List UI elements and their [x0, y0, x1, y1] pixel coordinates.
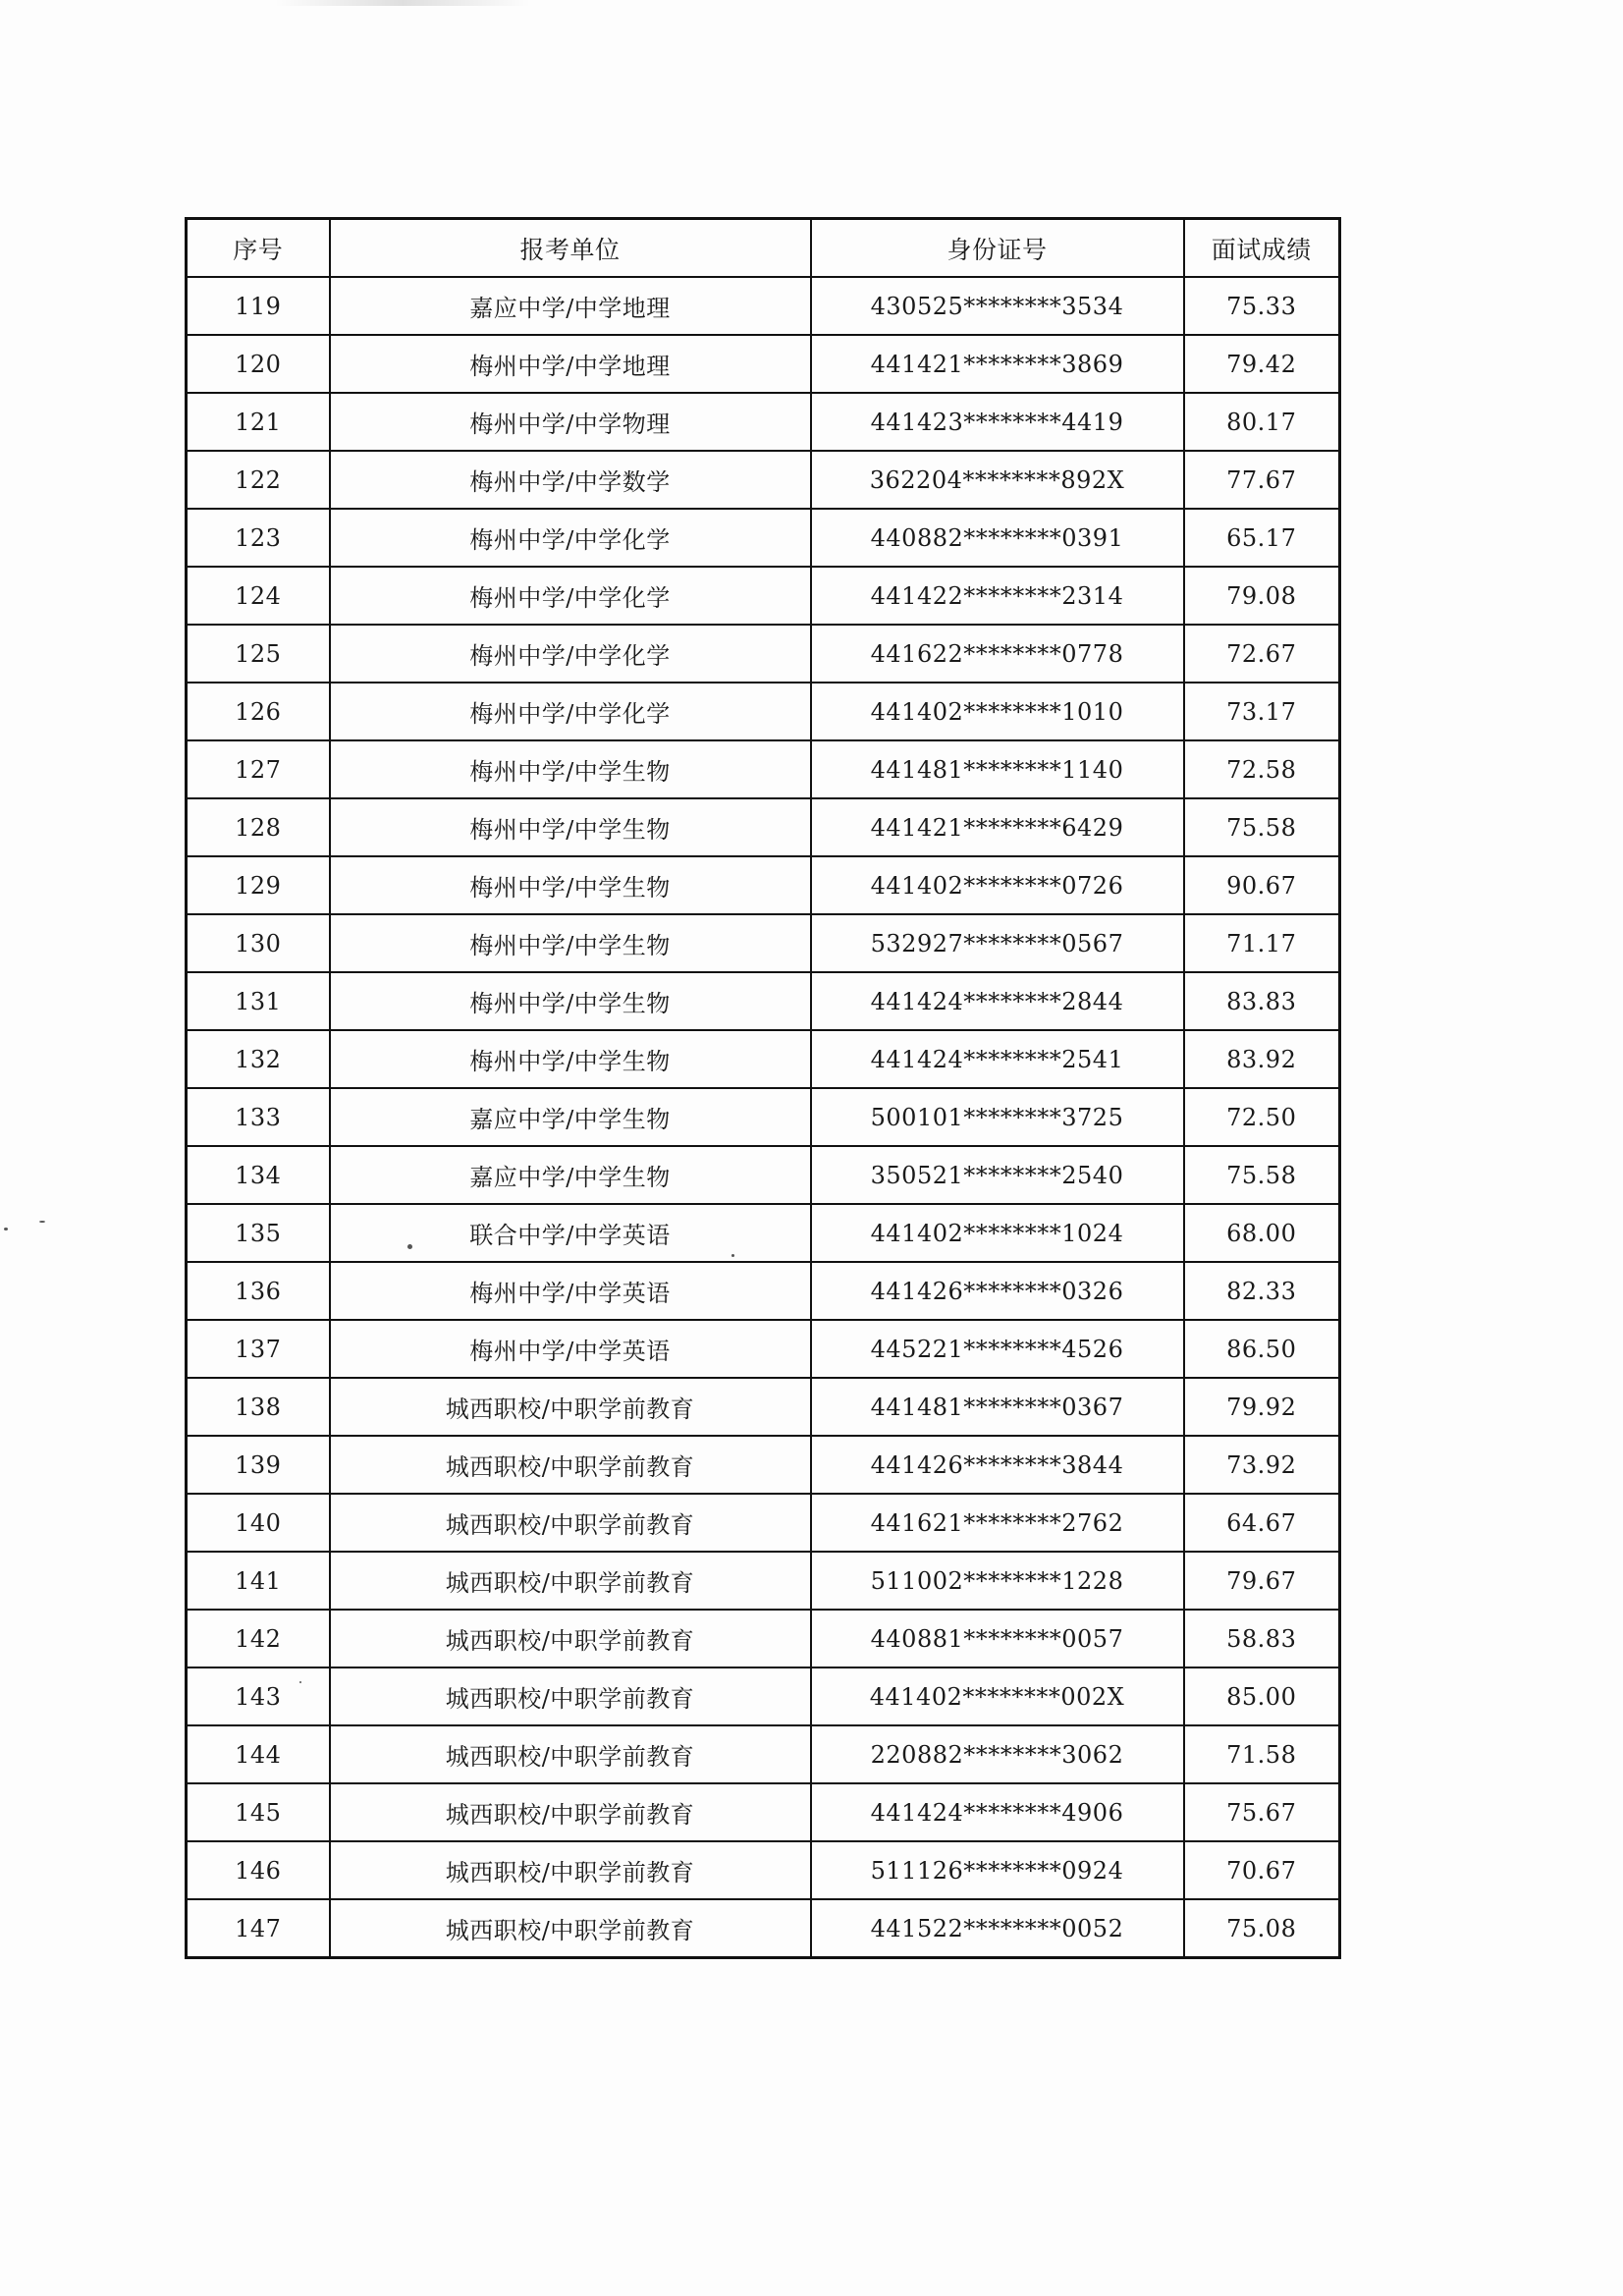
table-row [187, 1494, 1340, 1552]
cell-score: 83.83 [1184, 972, 1340, 1030]
table-body [187, 277, 1340, 1958]
cell-score: 68.00 [1184, 1204, 1340, 1262]
cell-seq: 147 [187, 1899, 330, 1958]
cell-score: 75.67 [1184, 1783, 1340, 1841]
cell-seq: 120 [187, 335, 330, 393]
header-unit: 报考单位 [330, 219, 811, 278]
cell-unit: 梅州中学/中学生物 [330, 740, 811, 798]
table-row [187, 277, 1340, 335]
cell-id-number: 441421********6429 [811, 798, 1184, 856]
cell-id-number: 441424********4906 [811, 1783, 1184, 1841]
cell-score: 85.00 [1184, 1667, 1340, 1725]
cell-id-number: 441481********0367 [811, 1378, 1184, 1436]
cell-id-number: 441402********1024 [811, 1204, 1184, 1262]
cell-id-number: 441622********0778 [811, 625, 1184, 683]
scan-speck [299, 1681, 301, 1683]
cell-unit: 梅州中学/中学英语 [330, 1262, 811, 1320]
cell-id-number: 441522********0052 [811, 1899, 1184, 1958]
scan-speck [731, 1254, 734, 1257]
cell-seq: 142 [187, 1610, 330, 1667]
header-score: 面试成绩 [1184, 219, 1340, 278]
cell-unit: 嘉应中学/中学生物 [330, 1088, 811, 1146]
table-row [187, 856, 1340, 914]
cell-unit: 梅州中学/中学生物 [330, 972, 811, 1030]
cell-seq: 132 [187, 1030, 330, 1088]
cell-score: 77.67 [1184, 451, 1340, 509]
cell-id-number: 445221********4526 [811, 1320, 1184, 1378]
table-row [187, 1841, 1340, 1899]
cell-id-number: 500101********3725 [811, 1088, 1184, 1146]
table-row [187, 1030, 1340, 1088]
table-row [187, 683, 1340, 740]
cell-id-number: 440882********0391 [811, 509, 1184, 567]
cell-unit: 梅州中学/中学生物 [330, 914, 811, 972]
table-row [187, 740, 1340, 798]
table-row [187, 1667, 1340, 1725]
header-seq: 序号 [187, 219, 330, 278]
cell-seq: 130 [187, 914, 330, 972]
cell-unit: 城西职校/中职学前教育 [330, 1725, 811, 1783]
table-row [187, 1610, 1340, 1667]
cell-seq: 127 [187, 740, 330, 798]
table-row [187, 1436, 1340, 1494]
cell-unit: 梅州中学/中学生物 [330, 856, 811, 914]
table-row [187, 1552, 1340, 1610]
cell-unit: 梅州中学/中学地理 [330, 335, 811, 393]
table-row [187, 1378, 1340, 1436]
cell-score: 83.92 [1184, 1030, 1340, 1088]
cell-seq: 134 [187, 1146, 330, 1204]
cell-unit: 联合中学/中学英语 [330, 1204, 811, 1262]
cell-score: 71.58 [1184, 1725, 1340, 1783]
cell-id-number: 430525********3534 [811, 277, 1184, 335]
table-row [187, 451, 1340, 509]
cell-unit: 梅州中学/中学生物 [330, 1030, 811, 1088]
table-row [187, 335, 1340, 393]
cell-score: 71.17 [1184, 914, 1340, 972]
table-row [187, 567, 1340, 625]
cell-unit: 城西职校/中职学前教育 [330, 1667, 811, 1725]
cell-unit: 梅州中学/中学英语 [330, 1320, 811, 1378]
cell-seq: 145 [187, 1783, 330, 1841]
cell-score: 82.33 [1184, 1262, 1340, 1320]
cell-score: 75.33 [1184, 277, 1340, 335]
cell-seq: 126 [187, 683, 330, 740]
cell-seq: 123 [187, 509, 330, 567]
cell-seq: 135 [187, 1204, 330, 1262]
cell-seq: 141 [187, 1552, 330, 1610]
cell-score: 58.83 [1184, 1610, 1340, 1667]
cell-score: 75.08 [1184, 1899, 1340, 1958]
table-header-row [187, 219, 1340, 278]
cell-id-number: 441421********3869 [811, 335, 1184, 393]
cell-seq: 125 [187, 625, 330, 683]
cell-score: 79.67 [1184, 1552, 1340, 1610]
cell-score: 72.50 [1184, 1088, 1340, 1146]
cell-id-number: 441424********2541 [811, 1030, 1184, 1088]
cell-seq: 133 [187, 1088, 330, 1146]
scan-speck [39, 1221, 45, 1223]
table-row [187, 1899, 1340, 1958]
cell-unit: 梅州中学/中学化学 [330, 625, 811, 683]
cell-seq: 146 [187, 1841, 330, 1899]
cell-seq: 137 [187, 1320, 330, 1378]
cell-id-number: 511126********0924 [811, 1841, 1184, 1899]
cell-id-number: 511002********1228 [811, 1552, 1184, 1610]
cell-score: 75.58 [1184, 1146, 1340, 1204]
cell-seq: 119 [187, 277, 330, 335]
cell-seq: 121 [187, 393, 330, 451]
cell-seq: 140 [187, 1494, 330, 1552]
cell-score: 72.58 [1184, 740, 1340, 798]
cell-seq: 143 [187, 1667, 330, 1725]
cell-score: 70.67 [1184, 1841, 1340, 1899]
cell-unit: 城西职校/中职学前教育 [330, 1841, 811, 1899]
cell-unit: 城西职校/中职学前教育 [330, 1494, 811, 1552]
cell-id-number: 441402********002X [811, 1667, 1184, 1725]
cell-score: 90.67 [1184, 856, 1340, 914]
cell-id-number: 441426********0326 [811, 1262, 1184, 1320]
cell-unit: 城西职校/中职学前教育 [330, 1610, 811, 1667]
interview-score-table [185, 217, 1341, 1959]
cell-id-number: 440881********0057 [811, 1610, 1184, 1667]
table-row [187, 1088, 1340, 1146]
cell-score: 73.92 [1184, 1436, 1340, 1494]
cell-score: 64.67 [1184, 1494, 1340, 1552]
cell-seq: 128 [187, 798, 330, 856]
table-row [187, 972, 1340, 1030]
cell-seq: 129 [187, 856, 330, 914]
cell-id-number: 220882********3062 [811, 1725, 1184, 1783]
cell-id-number: 441423********4419 [811, 393, 1184, 451]
cell-unit: 梅州中学/中学生物 [330, 798, 811, 856]
cell-id-number: 441621********2762 [811, 1494, 1184, 1552]
cell-unit: 嘉应中学/中学地理 [330, 277, 811, 335]
header-id: 身份证号 [811, 219, 1184, 278]
cell-unit: 城西职校/中职学前教育 [330, 1783, 811, 1841]
table-row [187, 1204, 1340, 1262]
cell-unit: 梅州中学/中学化学 [330, 509, 811, 567]
cell-score: 86.50 [1184, 1320, 1340, 1378]
cell-seq: 122 [187, 451, 330, 509]
cell-id-number: 362204********892X [811, 451, 1184, 509]
cell-seq: 124 [187, 567, 330, 625]
table-row [187, 1725, 1340, 1783]
cell-id-number: 532927********0567 [811, 914, 1184, 972]
cell-unit: 梅州中学/中学化学 [330, 567, 811, 625]
cell-seq: 144 [187, 1725, 330, 1783]
cell-seq: 138 [187, 1378, 330, 1436]
table-row [187, 393, 1340, 451]
cell-id-number: 441481********1140 [811, 740, 1184, 798]
table-row [187, 1146, 1340, 1204]
cell-unit: 城西职校/中职学前教育 [330, 1436, 811, 1494]
cell-seq: 131 [187, 972, 330, 1030]
cell-unit: 梅州中学/中学化学 [330, 683, 811, 740]
table-row [187, 1320, 1340, 1378]
cell-id-number: 441402********1010 [811, 683, 1184, 740]
cell-score: 75.58 [1184, 798, 1340, 856]
cell-seq: 139 [187, 1436, 330, 1494]
cell-unit: 城西职校/中职学前教育 [330, 1378, 811, 1436]
table-row [187, 509, 1340, 567]
scan-speck [4, 1228, 8, 1230]
cell-score: 79.92 [1184, 1378, 1340, 1436]
cell-id-number: 441424********2844 [811, 972, 1184, 1030]
cell-unit: 城西职校/中职学前教育 [330, 1899, 811, 1958]
table-row [187, 625, 1340, 683]
cell-score: 65.17 [1184, 509, 1340, 567]
cell-score: 72.67 [1184, 625, 1340, 683]
cell-seq: 136 [187, 1262, 330, 1320]
table-row [187, 1783, 1340, 1841]
table-row [187, 1262, 1340, 1320]
cell-id-number: 441422********2314 [811, 567, 1184, 625]
cell-unit: 梅州中学/中学物理 [330, 393, 811, 451]
cell-score: 80.17 [1184, 393, 1340, 451]
cell-score: 73.17 [1184, 683, 1340, 740]
cell-unit: 嘉应中学/中学生物 [330, 1146, 811, 1204]
table-row [187, 914, 1340, 972]
cell-score: 79.42 [1184, 335, 1340, 393]
scan-speck [407, 1244, 412, 1249]
cell-unit: 梅州中学/中学数学 [330, 451, 811, 509]
table-row [187, 798, 1340, 856]
cell-id-number: 441426********3844 [811, 1436, 1184, 1494]
scan-edge-shadow [275, 0, 530, 6]
cell-unit: 城西职校/中职学前教育 [330, 1552, 811, 1610]
cell-id-number: 441402********0726 [811, 856, 1184, 914]
cell-id-number: 350521********2540 [811, 1146, 1184, 1204]
cell-score: 79.08 [1184, 567, 1340, 625]
